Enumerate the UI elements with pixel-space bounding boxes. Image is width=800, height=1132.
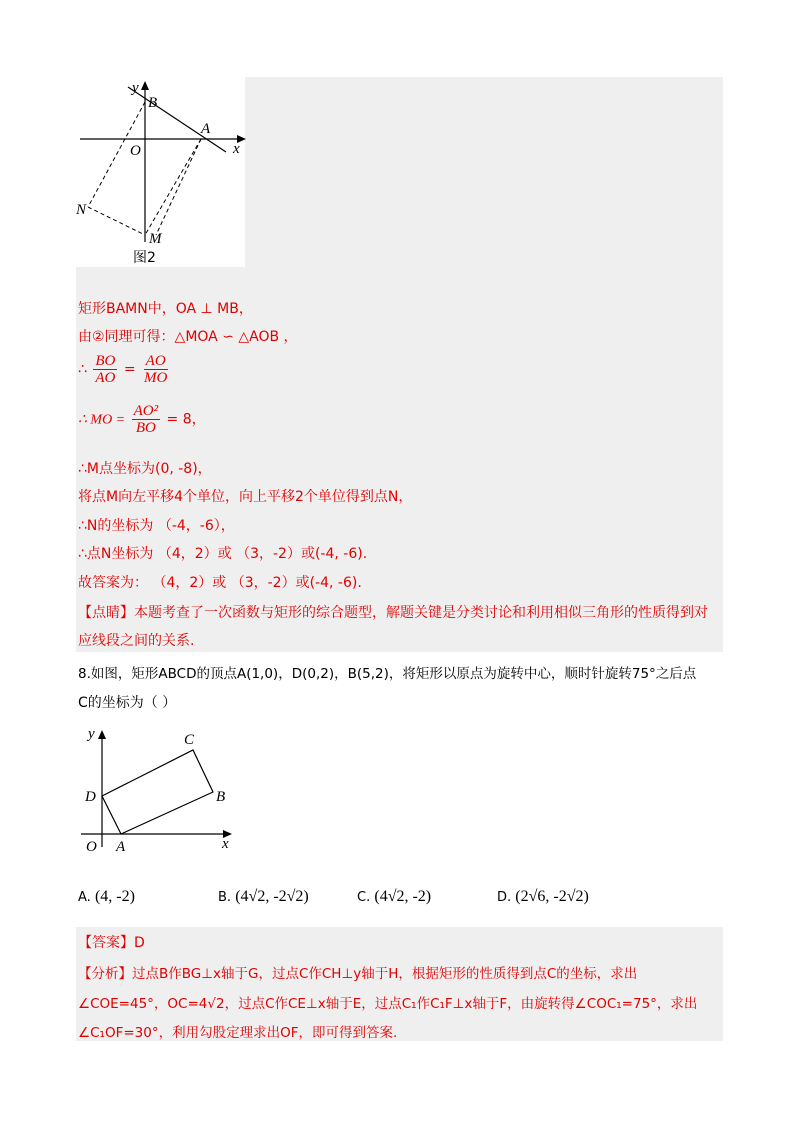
fraction-bo-ao: $\frac{BO}{AO}$ [95, 353, 116, 386]
fraction-ao-mo: $\frac{AO}{MO}$ [144, 353, 168, 386]
solution-line-8: ∴点N坐标为 （4，2）或 （3，-2）或(-4, -6). [78, 546, 368, 562]
answer-line [78, 932, 145, 952]
equals-sign: = [123, 361, 136, 378]
analysis-text-1: 过点B作BG⊥x轴于G，过点C作CH⊥y轴于H，根据矩形的性质得到点C的坐标，求出 [132, 966, 638, 982]
comment-line-2: 应线段之间的关系. [78, 633, 195, 649]
y-axis-arrow [98, 730, 106, 739]
mo-expression: ∴ MO = [78, 412, 126, 428]
answer-value: D [134, 935, 145, 951]
solution-line-9: 故答案为： （4，2）或 （3，-2）或(-4, -6). [78, 575, 362, 591]
figure-caption: 图2 [133, 250, 156, 266]
label-d: D [85, 789, 96, 805]
option-c[interactable]: C. (4√2, -2) [357, 888, 432, 905]
analysis-line-3: ∠C₁OF=30°，利用勾股定理求出OF，即可得到答案. [78, 1025, 398, 1041]
comment-line-1 [78, 602, 708, 622]
analysis-line-1 [78, 962, 637, 982]
comment-text-1: 本题考查了一次函数与矩形的综合题型，解题关键是分类讨论和利用相似三角形的性质得到对 [134, 605, 708, 621]
segment-an [156, 139, 201, 235]
therefore-symbol: ∴ [78, 361, 87, 378]
solution-line-5: ∴M点坐标为(0, -8)， [78, 461, 212, 477]
question-8-diagram [76, 722, 241, 860]
figure-2-diagram [76, 77, 246, 269]
y-axis-arrow [141, 81, 149, 90]
label-b: B [216, 789, 226, 805]
rectangle-abcd [102, 750, 213, 834]
analysis-line-2: ∠COE=45°，OC=4√2，过点C作CE⊥x轴于E，过点C₁作C₁F⊥x轴于F，由旋转得∠COC₁=75°，求出 [78, 996, 698, 1012]
solution-line-1: 矩形BAMN中，OA ⊥ MB， [78, 301, 253, 317]
label-n: N [76, 202, 87, 218]
label-x: x [233, 141, 240, 157]
line-ab [128, 87, 226, 152]
label-o: O [86, 839, 97, 855]
analysis-tag: 【分析】 [78, 966, 132, 982]
mo-result: = 8， [166, 411, 206, 428]
solution-line-2: 由②同理可得：△MOA ∽ △AOB ， [78, 329, 298, 345]
segment-am [145, 139, 201, 235]
solution-line-6: 将点M向左平移4个单位，向上平移2个单位得到点N， [78, 489, 413, 505]
option-d[interactable]: D. (2√6, -2√2) [497, 888, 589, 905]
option-b[interactable]: B. (4√2, -2√2) [218, 888, 309, 905]
solution-line-3 [78, 353, 171, 386]
segment-nm [88, 207, 145, 235]
solution-background [245, 77, 723, 267]
answer-tag: 【答案】 [78, 935, 134, 951]
label-y: y [132, 80, 139, 96]
question-8-line-2: C的坐标为（ ） [78, 695, 177, 711]
question-8-line-1: 8.如图，矩形ABCD的顶点A(1,0)，D(0,2)，B(5,2)，将矩形以原点为旋转中心，顺时针旋转75°之后点 [78, 666, 697, 682]
label-c: C [184, 732, 195, 748]
solution-line-4 [78, 403, 206, 436]
label-m: M [149, 231, 162, 247]
label-x: x [222, 836, 229, 852]
label-o: O [130, 143, 141, 159]
option-a[interactable]: A. (4, -2) [78, 888, 135, 905]
solution-line-7: ∴N的坐标为 （-4，-6）， [78, 518, 235, 534]
fraction-ao2-bo: $\frac{\text{AO²}}{BO}$ [133, 403, 159, 436]
comment-tag: 【点睛】 [78, 605, 134, 621]
label-a: A [201, 121, 211, 137]
label-y: y [88, 726, 95, 742]
label-b: B [148, 95, 158, 111]
label-a: A [116, 839, 126, 855]
